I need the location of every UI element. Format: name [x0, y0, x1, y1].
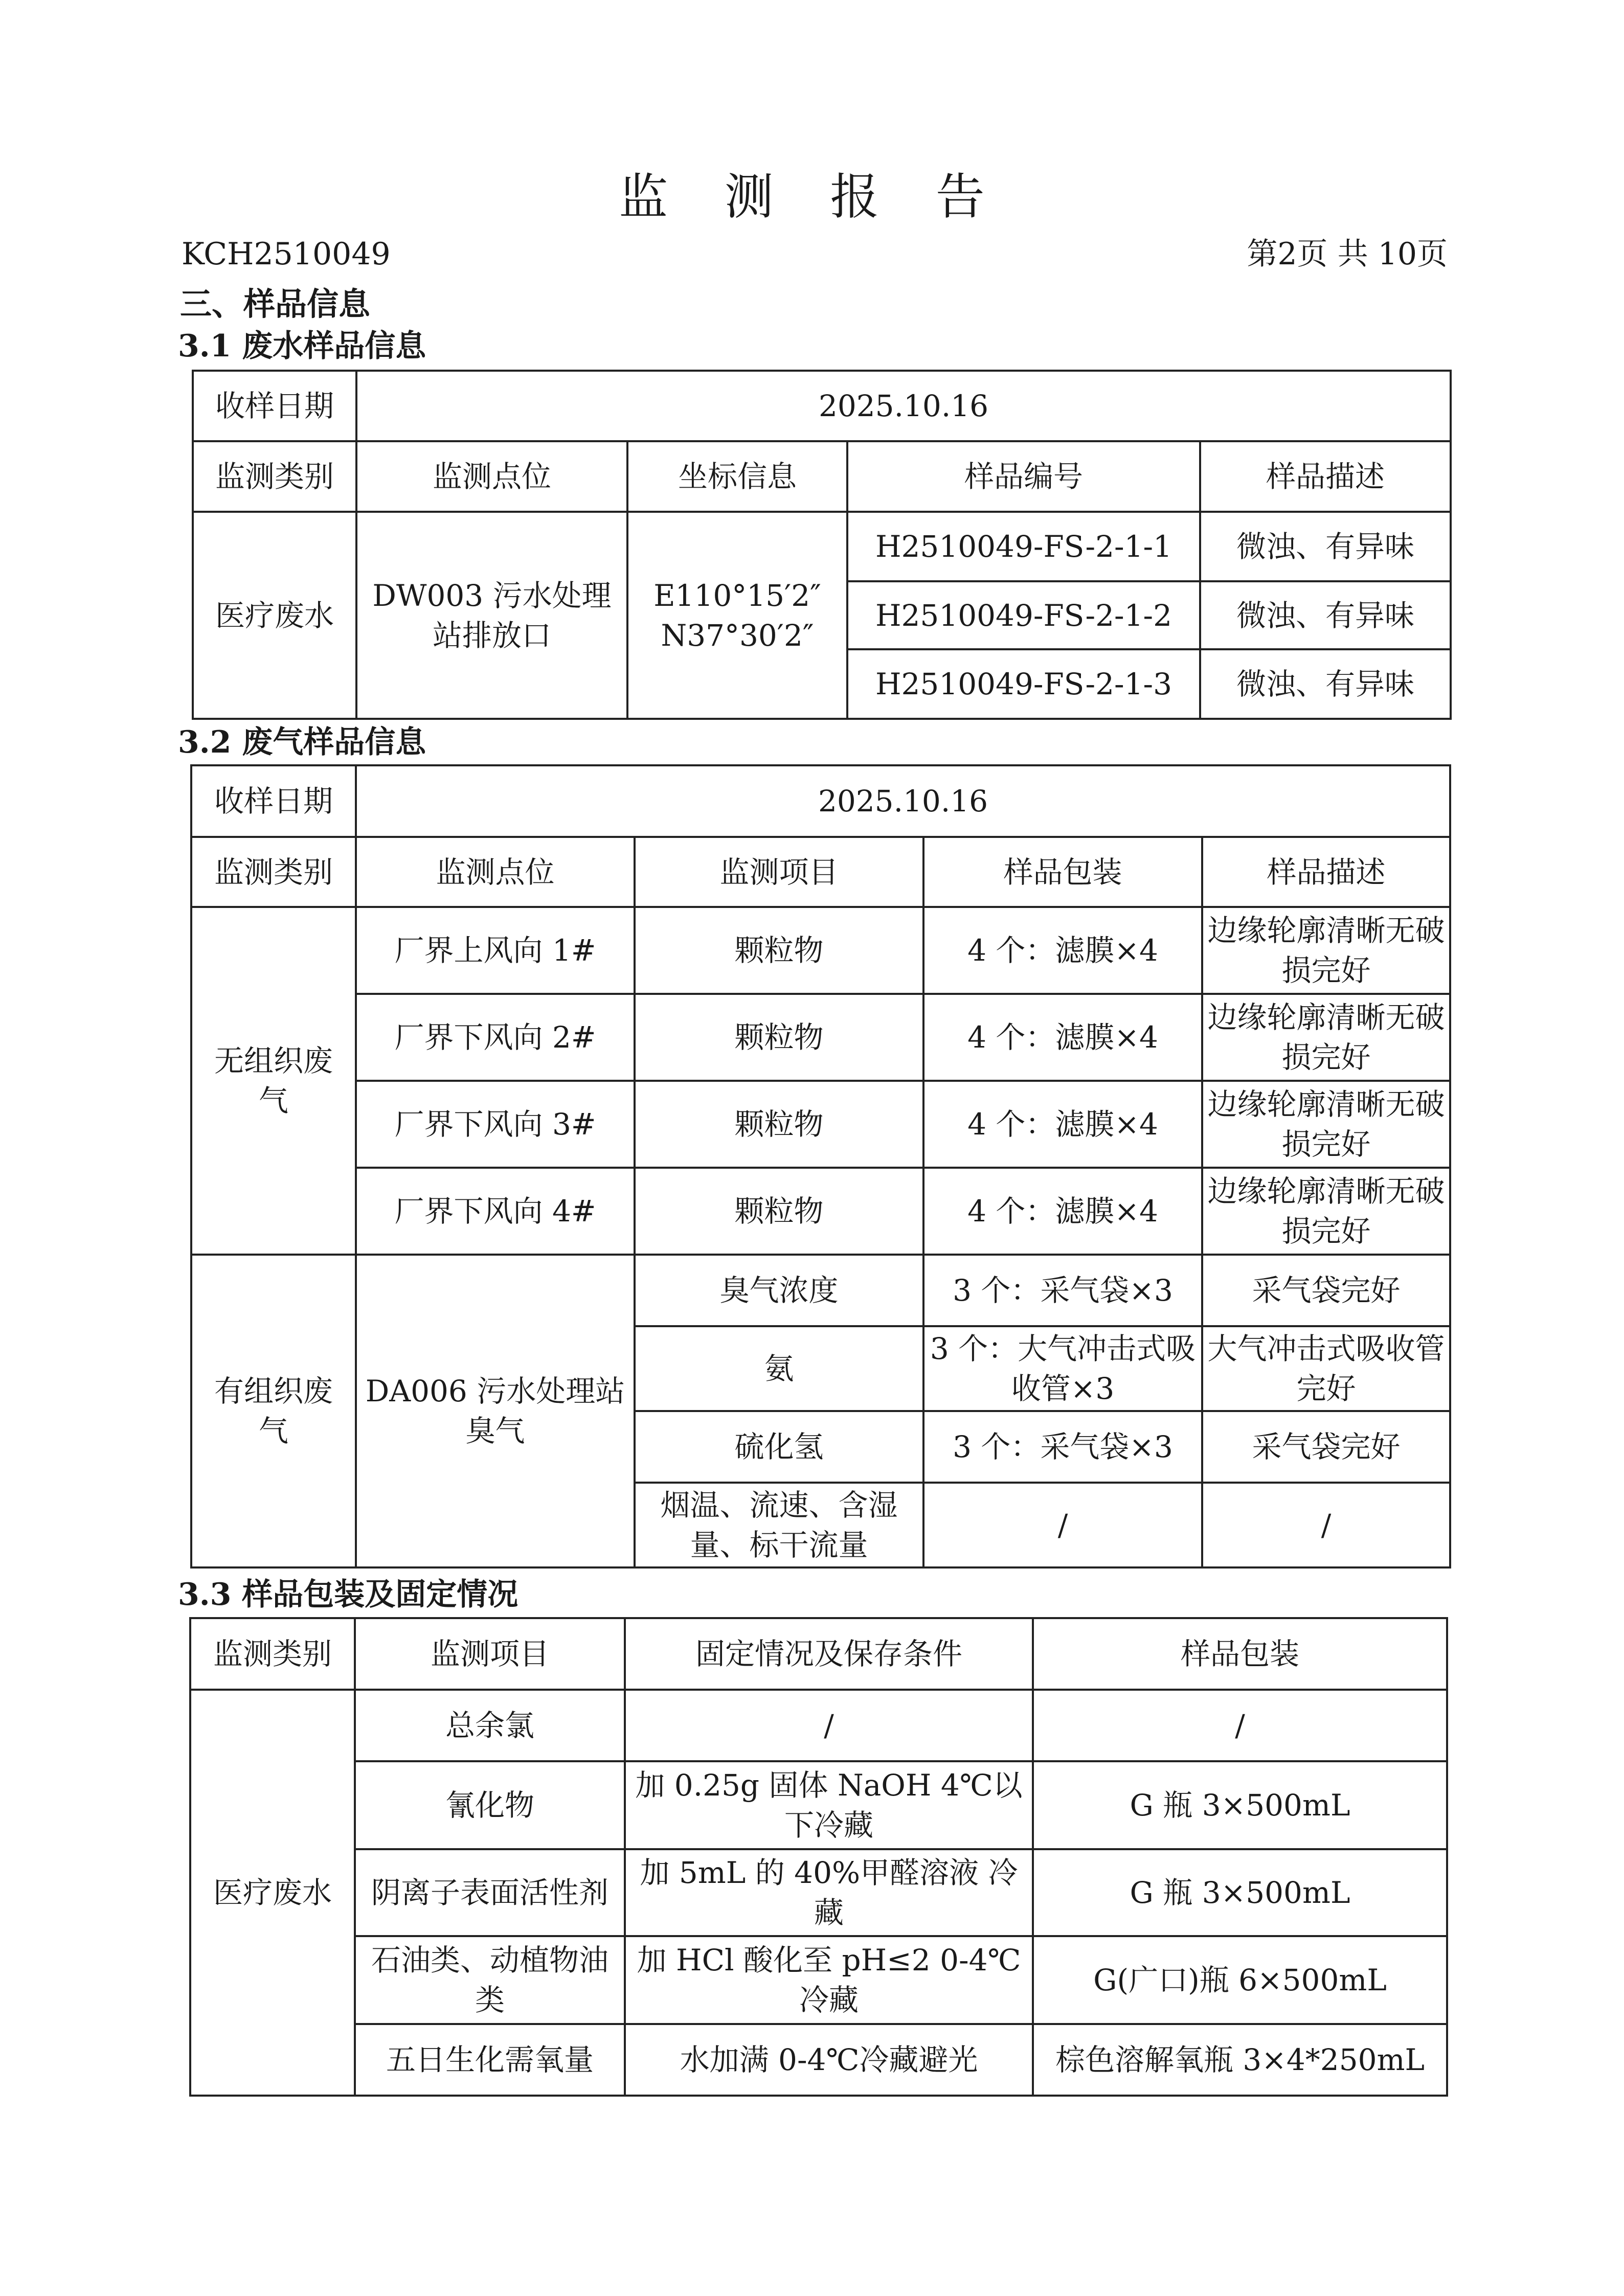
sample-package: 3 个：大气冲击式吸收管×3 — [923, 1326, 1202, 1411]
monitoring-point: 厂界上风向 1# — [356, 907, 635, 994]
monitoring-item: 石油类、动植物油类 — [355, 1936, 625, 2024]
sample-id: H2510049-FS-2-1-3 — [847, 649, 1200, 719]
sample-desc: 大气冲击式吸收管完好 — [1202, 1326, 1450, 1411]
sample-package: 棕色溶解氧瓶 3×4*250mL — [1033, 2024, 1447, 2096]
coordinates: E110°15′2″ N37°30′2″ — [627, 512, 847, 719]
sample-desc: 采气袋完好 — [1202, 1411, 1450, 1483]
monitoring-category: 医疗废水 — [190, 1690, 355, 2096]
storage-condition: 加 0.25g 固体 NaOH 4℃以下冷藏 — [625, 1761, 1033, 1849]
waste-gas-heading: 3.2 废气样品信息 — [178, 724, 426, 760]
table-header: 固定情况及保存条件 — [625, 1618, 1033, 1690]
section-heading: 三、样品信息 — [180, 285, 371, 323]
sample-package: 4 个：滤膜×4 — [923, 1168, 1202, 1255]
monitoring-point: 厂界下风向 2# — [356, 994, 635, 1081]
receive-date-value: 2025.10.16 — [356, 371, 1451, 441]
table-header: 监测项目 — [355, 1618, 625, 1690]
monitoring-category: 无组织废气 — [191, 907, 356, 1255]
sample-desc: 微浊、有异味 — [1200, 649, 1451, 719]
monitoring-item: 烟温、流速、含湿量、标干流量 — [635, 1483, 923, 1567]
table-header: 样品描述 — [1200, 441, 1451, 512]
storage-condition: / — [625, 1690, 1033, 1761]
monitoring-item: 臭气浓度 — [635, 1255, 923, 1326]
table-header: 样品描述 — [1202, 837, 1450, 907]
sample-desc: 采气袋完好 — [1202, 1255, 1450, 1326]
storage-condition: 加 5mL 的 40%甲醛溶液 冷藏 — [625, 1849, 1033, 1936]
monitoring-category: 医疗废水 — [193, 512, 356, 719]
storage-condition: 加 HCl 酸化至 pH≤2 0-4℃冷藏 — [625, 1936, 1033, 2024]
monitoring-point: 厂界下风向 3# — [356, 1081, 635, 1168]
receive-date-label: 收样日期 — [193, 371, 356, 441]
monitoring-item: 氰化物 — [355, 1761, 625, 1849]
sample-desc: 微浊、有异味 — [1200, 512, 1451, 581]
receive-date-label: 收样日期 — [191, 765, 356, 837]
sample-package: G 瓶 3×500mL — [1033, 1761, 1447, 1849]
sample-desc: 微浊、有异味 — [1200, 581, 1451, 649]
sample-package: / — [923, 1483, 1202, 1567]
sample-desc: 边缘轮廓清晰无破损完好 — [1202, 907, 1450, 994]
sample-package: G 瓶 3×500mL — [1033, 1849, 1447, 1936]
wastewater-heading: 3.1 废水样品信息 — [178, 328, 426, 364]
monitoring-point: 厂界下风向 4# — [356, 1168, 635, 1255]
sample-id: H2510049-FS-2-1-1 — [847, 512, 1200, 581]
monitoring-item: 颗粒物 — [635, 994, 923, 1081]
sample-package: 4 个：滤膜×4 — [923, 907, 1202, 994]
report-number: KCH2510049 — [182, 236, 391, 272]
sample-desc: / — [1202, 1483, 1450, 1567]
sample-package: 3 个：采气袋×3 — [923, 1255, 1202, 1326]
monitoring-point: DA006 污水处理站臭气 — [356, 1255, 635, 1567]
monitoring-item: 颗粒物 — [635, 1168, 923, 1255]
waste-gas-table — [190, 764, 1451, 1568]
table-header: 监测点位 — [356, 837, 635, 907]
packaging-heading: 3.3 样品包装及固定情况 — [178, 1577, 518, 1612]
table-header: 样品编号 — [847, 441, 1200, 512]
sample-package: 3 个：采气袋×3 — [923, 1411, 1202, 1483]
sample-package: 4 个：滤膜×4 — [923, 1081, 1202, 1168]
table-header: 监测项目 — [635, 837, 923, 907]
report-title: 监 测 报 告 — [619, 168, 1005, 225]
monitoring-item: 氨 — [635, 1326, 923, 1411]
table-header: 监测类别 — [190, 1618, 355, 1690]
storage-condition: 水加满 0-4℃冷藏避光 — [625, 2024, 1033, 2096]
monitoring-item: 五日生化需氧量 — [355, 2024, 625, 2096]
table-header: 监测点位 — [356, 441, 627, 512]
sample-package: 4 个：滤膜×4 — [923, 994, 1202, 1081]
table-header: 样品包装 — [1033, 1618, 1447, 1690]
sample-desc: 边缘轮廓清晰无破损完好 — [1202, 994, 1450, 1081]
table-header: 监测类别 — [191, 837, 356, 907]
sample-id: H2510049-FS-2-1-2 — [847, 581, 1200, 649]
wastewater-table — [192, 370, 1452, 720]
table-header: 监测类别 — [193, 441, 356, 512]
receive-date-value: 2025.10.16 — [356, 765, 1450, 837]
packaging-table — [189, 1617, 1448, 2097]
sample-desc: 边缘轮廓清晰无破损完好 — [1202, 1081, 1450, 1168]
monitoring-item: 颗粒物 — [635, 1081, 923, 1168]
table-header: 坐标信息 — [627, 441, 847, 512]
sample-desc: 边缘轮廓清晰无破损完好 — [1202, 1168, 1450, 1255]
sample-package: G(广口)瓶 6×500mL — [1033, 1936, 1447, 2024]
monitoring-item: 总余氯 — [355, 1690, 625, 1761]
monitoring-point: DW003 污水处理站排放口 — [356, 512, 627, 719]
sample-package: / — [1033, 1690, 1447, 1761]
monitoring-item: 阴离子表面活性剂 — [355, 1849, 625, 1936]
monitoring-category: 有组织废气 — [191, 1255, 356, 1567]
table-header: 样品包装 — [923, 837, 1202, 907]
monitoring-item: 颗粒物 — [635, 907, 923, 994]
page-indicator: 第2页 共 10页 — [1247, 236, 1448, 272]
monitoring-item: 硫化氢 — [635, 1411, 923, 1483]
